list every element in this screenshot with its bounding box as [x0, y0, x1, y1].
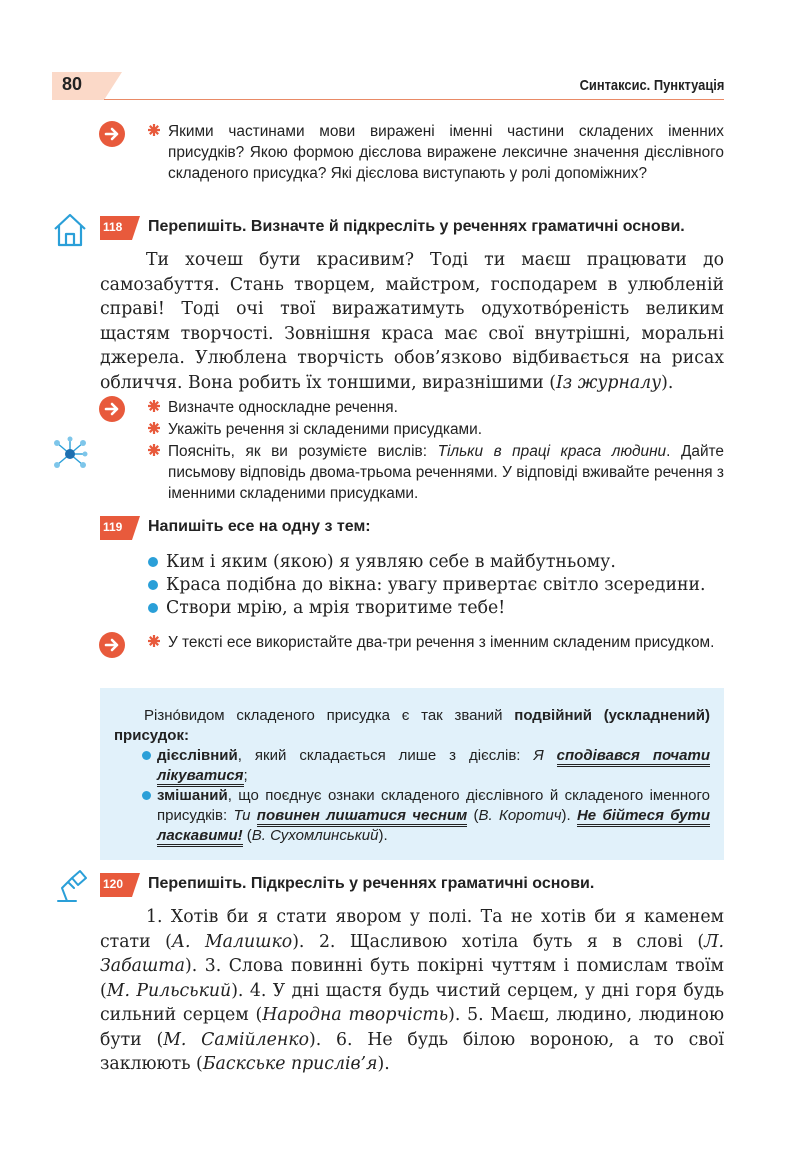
asterisk-icon: [147, 399, 161, 413]
task-118-label: 118: [100, 216, 140, 240]
house-icon: [52, 212, 88, 253]
asterisk-icon: [147, 443, 161, 457]
asterisk-icon: [147, 634, 161, 648]
task-118-title: Перепишіть. Визначте й підкресліть у реченнях граматичні основи.: [148, 218, 685, 235]
essay-topic-1: Ким і яким (якою) я уявляю себе в майбутньому.: [166, 552, 616, 572]
lamp-icon: [52, 868, 88, 909]
task-119-question: У тексті есе використайте два-три речення з іменним складеним присудком.: [168, 632, 724, 653]
arrow-right-icon: [99, 632, 125, 658]
task-118-source: Із журналу: [555, 372, 662, 393]
asterisk-icon: [147, 421, 161, 435]
rule-item-verbal: дієслівний, який складається лише з дієслів: Я сподівався почати лікуватися;: [157, 746, 710, 786]
task-120-text: 1. Хотів би я стати явором у полі. Та не хотів би я каменем стати (А. Малишко). 2. Щасливою хотіла буть я в слові (Л. Забашта). 3. Слова повинні буть покірні чуттям і помислам твоїм (М. Рильський). 4. У дні щастя будь чистий серцем, у дні горя будь сильний серцем (Народна творчість). 5. Маєш, людино, людиною бути (М. Самійленко). 6. Не будь білою вороною, а то свої заклюють (Баскське прислів’я).: [100, 907, 724, 1074]
page-number: 80: [62, 74, 83, 94]
example-predicate: сподівався почати лікуватися: [157, 747, 710, 787]
essay-topic-3: Створи мрію, а мрія творитиме тебе!: [166, 598, 506, 618]
example-predicate: повинен лишатися чесним: [257, 807, 467, 827]
arrow-right-icon: [99, 396, 125, 422]
rule-intro: Різно́видом складеного присудка є так званий подвійний (ускладнений) присудок:: [114, 707, 710, 744]
bullet-dot: [148, 580, 158, 590]
bullet-dot: [148, 603, 158, 613]
section-title: Синтаксис. Пунктуація: [579, 77, 724, 94]
example-predicate: Не бійтеся бути ласкавими!: [157, 807, 710, 847]
task-119-title: Напишіть есе на одну з тем:: [148, 518, 371, 535]
intro-question: Якими частинами мови виражені іменні частини складених іменних присудків? Якою формою дієслова виражене лексичне значення дієслівного складеного присудка? Які дієслова виступають у ролі допоміжних?: [168, 121, 724, 184]
task-118-question-3: Поясніть, як ви розумієте вислів: Тільки в праці краса людини. Дайте письмову відповідь двома-трьома реченнями. У відповіді вживайте речення з іменними складеними присудками.: [168, 441, 724, 504]
task-119-label: 119: [100, 516, 140, 540]
rule-item-mixed: змішаний, що поєднує ознаки складеного дієслівного й складеного іменного присудків: Ти повинен лишатися чесним (В. Коротич). Не бійтеся бути ласкавими! (В. Сухомлинський).: [157, 786, 710, 846]
task-120-label: 120: [100, 873, 140, 897]
bullet-dot: [142, 791, 151, 800]
bullet-dot: [142, 751, 151, 760]
rule-term: подвійний (ускладнений) присудок:: [114, 707, 710, 744]
molecule-icon: [52, 436, 88, 477]
task-118-question-1: Визначте односкладне речення.: [168, 397, 724, 418]
header-divider: [104, 99, 724, 100]
task-120-title: Перепишіть. Підкресліть у реченнях граматичні основи.: [148, 875, 595, 892]
task-118-text: Ти хочеш бути красивим? Тоді ти маєш працювати до самозабуття. Стань творцем, майстром, господарем в улюбленій справі! Тоді очі твої виражатимуть одухотво́реність великим щастям творчості. Зовнішня краса має свої внутрішні, моральні джерела. Улюблена творчість обов’язково відбивається на рисах обличчя. Вона робить їх тоншими, виразнішими (Із журналу).: [100, 250, 724, 393]
bullet-dot: [148, 557, 158, 567]
arrow-right-icon: [99, 121, 125, 147]
quote: Тільки в праці краса людини: [437, 443, 667, 460]
asterisk-icon: [147, 123, 161, 137]
essay-topic-2: Краса подібна до вікна: увагу привертає світло зсередини.: [166, 575, 706, 595]
task-118-question-2: Укажіть речення зі складеними присудками.: [168, 419, 724, 440]
